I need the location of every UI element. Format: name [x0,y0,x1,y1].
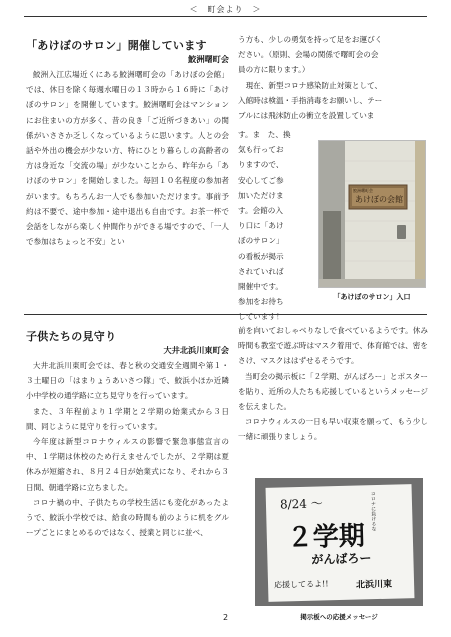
article2-byline: 大井北浜川東町会 [163,345,229,355]
text-line: 員の方に限ります。） [238,65,310,75]
text-line: ブルには飛沫防止の衝立を設置していま [238,111,375,121]
sign-text: あけぼの会館 [355,195,403,204]
text-line: す。会館の入 [238,206,283,216]
text-line: 入館時は検温・手指消毒をお願いし、テー [238,95,383,105]
text-line: されていれば [238,266,284,276]
text-line: 開催中です。 [238,282,283,292]
sign-subtext: 鮫洲曙町会 [353,188,373,193]
poster-photo-caption: 掲示板への応援メッセージ [300,613,378,621]
text-line: ださい。（原則、会場の関係で曙町会の会 [238,50,379,60]
article2-paragraph: コロナ禍の中、子供たちの学校生活にも変化があったようで、鮫浜小学校では、給食の時間も前のように机をグループごとにまとめるのではなく、授業と同じに並べ、 [26,497,229,538]
cheer-poster-photo [255,478,423,606]
text-line: の看板が掲示 [238,251,284,261]
article1-paragraph: 鮫洲入江広場近くにある鮫洲曙町会の「あけぼの会館」では、休日を除く毎週水曜日の１３時から１６時に「あけぼのサロン」を開催しています。鮫洲曙町会はマンションにお住まいの方が多く、昔の良き「ご近所づきあい」の関係がいささか乏しくなっているように思います。人との会話や外出の機会が少ない方、特にひとり暮らしの高齢者の方は身近な「交流の場」が少ないことから、昨年から「あけぼのサロン」を開始しました。毎回１０名程度の参加者がいます。もちろんお一人でも参加いただけます。事前予約は不要で、途中参加・途中退出も自由です。お茶一杯で会話をしながら楽しく仲間作りができる場ですので、「一人で参加はちょっと不安」とい [26,70,229,247]
article2-paragraph: 大井北浜川東町会では、春と秋の交通安全週間や第１・３土曜日の「はまりょうあいさつ隊」で、鮫浜小ほか近隣小中学校の通学路に立ち見守りを行っています。 [26,361,229,401]
text-line: 安心してご参 [238,175,284,185]
text-line: りますので、 [238,160,284,170]
text-line: しています！ [238,312,284,322]
poster-main: ２学期 [286,521,366,554]
article2-paragraph: 前を向いておしゃべりなしで食べているようです。休み時間も教室で遊ぶ時はマスク着用で、体育館では、密をさけ、マスクははずせるそうです。 [238,326,428,366]
article2-right-column [238,323,428,445]
article-divider [24,314,427,315]
poster-side-text: コロナに負けるな [369,491,377,532]
article2-title: 子供たちの見守り [26,330,117,343]
article2-paragraph: コロナウィルスの一日も早い収束を願って、もう少し一緒に頑張りましょう。 [238,417,428,442]
page-number: 2 [222,613,229,622]
article2-left-column [26,358,229,540]
poster-date: 8/24 〜 [279,496,323,512]
article2-paragraph: 当町会の掲示板に「２学期、がんばろー」とポスターを貼り、近所の人たちも応援しているというメッセージを伝えました。 [238,371,428,412]
article1-left-column [26,67,229,249]
text-line: 参加をお待ち [238,297,284,307]
article2-paragraph: また、３年程前より１学期と２学期の始業式から３日間、同じように見守りを行っています。 [26,406,229,431]
poster-from: 北浜川東 [355,579,393,591]
header-rule [24,16,427,17]
poster-sub: がんばろー [311,551,372,567]
article1-title: 「あけぼのサロン」開催しています [26,39,207,52]
text-line: り口に「あけ [238,221,284,231]
text-line: す。ま た、換 [238,130,291,139]
text-line: う方も、少しの勇気を持って足をお運びく [238,35,383,44]
salon-entrance-photo [318,140,426,288]
article1-right-column-narrow [238,127,316,325]
salon-entrance-illustration [319,141,426,288]
poster-cheer: 応援してるよ!! [273,579,329,590]
text-line: 気も行ってお [238,145,284,155]
text-line: 現在、新型コロナ感染防止対策として、 [238,80,383,90]
cheer-poster [266,484,415,602]
article2-paragraph: 今年度は新型コロナウィルスの影響で緊急事態宣言の中、１学期は休校のため行えませんでしたが、２学期は夏休みが短縮され、８月２４日が始業式になり、それから３日間、朝通学路に立ちました。 [26,437,229,492]
article1-byline: 鮫洲曙町会 [188,54,229,64]
text-line: ぼのサロン」 [238,236,284,246]
page-header: ＜ 町会より ＞ [189,5,262,14]
salon-photo-caption: 「あけぼのサロン」入口 [333,293,411,301]
article1-right-column-wide [238,32,428,123]
text-line: 加いただけま [238,190,284,200]
